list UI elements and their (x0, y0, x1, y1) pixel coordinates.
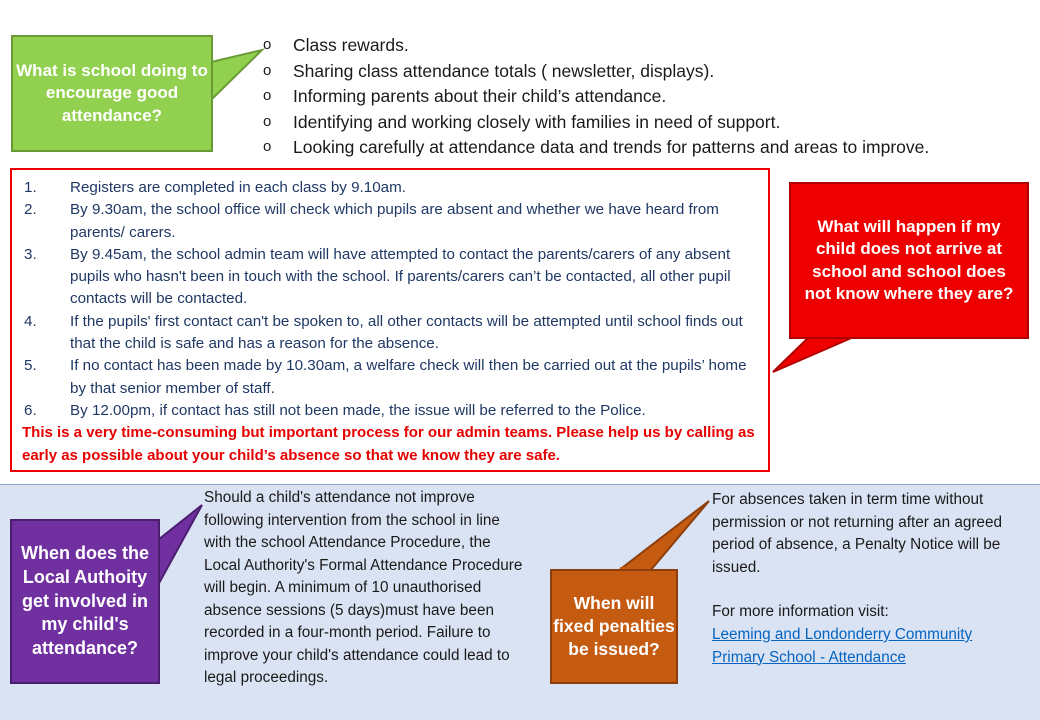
purple-callout-tail (158, 505, 202, 585)
list-item: o Class rewards. (263, 35, 409, 55)
attendance-page-link[interactable]: Leeming and Londonderry Community Primary School - Attendance (712, 626, 973, 666)
local-authority-answer: Should a child's attendance not improve following intervention from the school in line with the school Attendance Procedure, the Local Authority's Formal Attendance Procedure will begin. A minimum of 10 unauthorised absence sessions (5 days)must have been recorded in a four-month period. Failure to improve your child's attendance could lead to legal proceedings. (204, 489, 523, 686)
green-callout-tail (211, 50, 262, 100)
local-authority-callout (10, 519, 160, 684)
more-info-label: For more information visit: (712, 603, 889, 620)
bullet-icon: o (263, 61, 272, 79)
local-authority-question: When does the Local Authoity get involved in my child's attendance? (20, 543, 149, 659)
list-item: o Identifying and working closely with families in need of support. (263, 111, 781, 132)
missing-child-question: What will happen if my child does not arrive at school and school does not know where they are? (804, 216, 1014, 303)
list-item: o Informing parents about their child’s attendance. (263, 86, 667, 106)
bullet-icon: o (263, 87, 272, 104)
red-callout-tail (773, 336, 856, 372)
process-step: 6. By 12.00pm, if contact has still not been made, the issue will be referred to the Police. (24, 401, 646, 419)
missing-child-callout (789, 182, 1029, 339)
fixed-penalties-callout (550, 569, 678, 684)
process-step: 4. If the pupils' first contact can't be spoken to, all other contacts will be attempted until school finds out that the child is safe and has a reason for the absence. (24, 312, 743, 353)
process-step: 5. If no contact has been made by 10.30am, a welfare check will then be carried out at the pupils’ home by that senior member of staff. (24, 357, 747, 397)
list-item: o Looking carefully at attendance data and trends for patterns and areas to improve. (263, 137, 930, 157)
fixed-penalties-question: When will fixed penalties be issued? (553, 592, 675, 660)
bullet-icon: o (263, 112, 272, 130)
process-warning: This is a very time-consuming but important process for our admin teams. Please help us by calling as early as possible about your child’s absence so that we know they are safe. (22, 424, 755, 464)
process-step: 1. Registers are completed in each class by 9.10am. (24, 179, 406, 196)
fixed-penalties-answer: For absences taken in term time without permission or not returning after an agreed period of absence, a Penalty Notice will be issued. (712, 491, 1002, 576)
encourage-list (262, 34, 1032, 162)
absence-steps-list (22, 177, 758, 422)
bullet-icon: o (263, 138, 272, 155)
process-step: 3. By 9.45am, the school admin team will have attempted to contact the parents/carers of any absent pupils who hasn't been in touch with the school. If parents/carers can’t be contacted, all other pupil contacts will be contacted. (24, 245, 731, 308)
encourage-attendance-question: What is school doing to encourage good attendance? (16, 60, 208, 125)
bullet-icon: o (263, 36, 272, 53)
absence-process-box (10, 168, 770, 472)
orange-callout-tail (618, 501, 709, 571)
process-step: 2. By 9.30am, the school office will check which pupils are absent and whether we have heard from parents/ carers. (24, 201, 719, 241)
encourage-attendance-callout (11, 35, 213, 152)
list-item: o Sharing class attendance totals ( newsletter, displays). (263, 60, 715, 81)
